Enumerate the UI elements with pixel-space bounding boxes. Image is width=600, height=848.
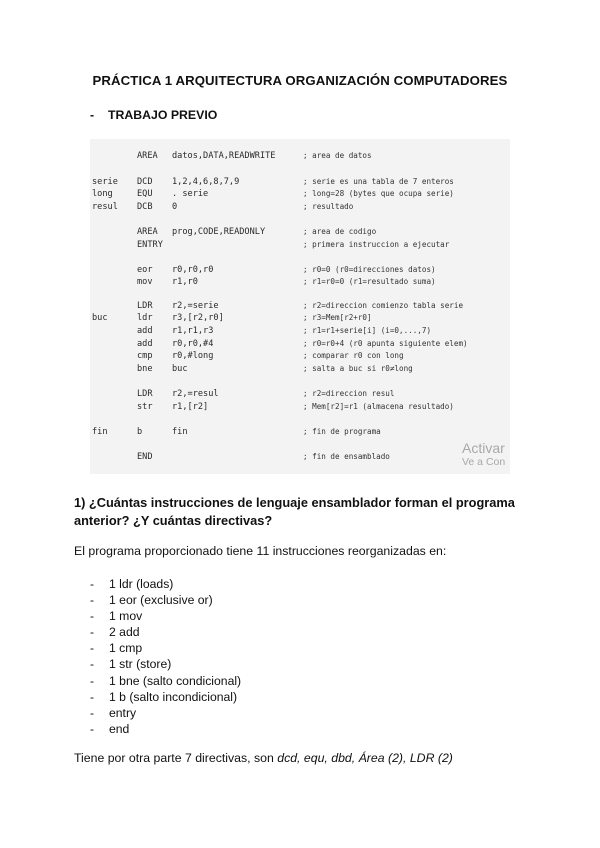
code-comment: ; serie es una tabla de 7 enteros	[303, 177, 454, 186]
list-item	[90, 608, 241, 624]
page-title: PRÁCTICA 1 ARQUITECTURA ORGANIZACIÓN COMPUTADORES	[92, 73, 508, 88]
code-operands: 1,2,4,6,8,7,9	[172, 177, 240, 187]
code-operands: r1,r1,r3	[172, 326, 214, 336]
directives-prefix: Tiene por otra parte 7 directivas, son	[74, 751, 278, 765]
code-comment: ; r2=direccion comienzo tabla serie	[303, 301, 464, 310]
code-line	[90, 151, 510, 163]
code-label: resul	[92, 202, 118, 212]
code-operands: prog,CODE,READONLY	[172, 227, 266, 237]
code-opcode: DCB	[137, 202, 153, 212]
code-listing	[90, 139, 510, 474]
list-item-text: entry	[109, 705, 137, 720]
list-item-text: 1 str (store)	[109, 657, 172, 672]
code-comment: ; r1=r0=0 (r1=resultado suma)	[303, 277, 436, 286]
directives-list: dcd, equ, dbd, Área (2), LDR (2)	[277, 751, 453, 765]
watermark-line-2: Ve a Con	[462, 456, 506, 468]
code-comment: ; r0=r0+4 (r0 apunta siguiente elem)	[303, 339, 468, 348]
code-opcode: DCD	[137, 177, 153, 187]
code-comment: ; area de datos	[303, 151, 372, 160]
code-opcode: AREA	[137, 227, 158, 237]
code-comment: ; area de codigo	[303, 227, 377, 236]
list-item	[90, 721, 241, 737]
code-line	[90, 427, 510, 439]
list-item-text: 1 eor (exclusive or)	[109, 593, 213, 608]
code-comment: ; r0=0 (r0=direcciones datos)	[303, 265, 436, 274]
list-item-text: 1 mov	[109, 609, 143, 624]
code-line	[90, 313, 510, 325]
list-item	[90, 576, 241, 592]
code-opcode: LDR	[137, 389, 153, 399]
code-line	[90, 326, 510, 338]
list-bullet: -	[90, 705, 95, 720]
code-comment: ; resultado	[303, 202, 354, 211]
list-bullet: -	[90, 673, 95, 688]
code-opcode: str	[137, 402, 153, 412]
list-bullet: -	[90, 609, 95, 624]
list-item-text: 1 cmp	[109, 641, 143, 656]
list-item	[90, 656, 241, 672]
code-operands: fin	[172, 427, 188, 437]
list-bullet: -	[90, 625, 95, 640]
code-comment: ; Mem[r2]=r1 (almacena resultado)	[303, 402, 454, 411]
code-opcode: END	[137, 452, 153, 462]
list-item-text: 1 ldr (loads)	[109, 577, 174, 591]
code-opcode: AREA	[137, 151, 158, 161]
answer-text: El programa proporcionado tiene 11 instrucciones reorganizadas en:	[74, 544, 447, 558]
list-item-text: 2 add	[109, 625, 140, 640]
code-comment: ; long=28 (bytes que ocupa serie)	[303, 189, 454, 198]
activation-watermark	[462, 440, 505, 469]
code-line	[90, 301, 510, 313]
list-bullet: -	[90, 641, 95, 656]
directives-summary	[74, 751, 453, 765]
list-item	[90, 624, 241, 640]
list-bullet: -	[90, 593, 95, 608]
code-operands: 0	[172, 202, 178, 212]
list-item-text: end	[109, 721, 130, 736]
code-comment: ; fin de ensamblado	[303, 452, 390, 461]
list-bullet: -	[90, 657, 95, 672]
code-line	[90, 227, 510, 239]
list-bullet: -	[90, 577, 95, 591]
list-item	[90, 640, 241, 656]
list-item-text: 1 b (salto incondicional)	[109, 689, 238, 704]
code-line	[90, 402, 510, 414]
code-comment: ; fin de programa	[303, 427, 381, 436]
code-label: fin	[92, 427, 108, 437]
code-operands: r2,=serie	[172, 301, 219, 311]
code-operands: r1,[r2]	[172, 402, 209, 412]
code-operands: r0,#long	[172, 351, 214, 361]
code-operands: datos,DATA,READWRITE	[172, 151, 276, 161]
code-operands: r2,=resul	[172, 389, 219, 399]
code-opcode: LDR	[137, 301, 153, 311]
code-line	[90, 240, 510, 252]
code-line	[90, 202, 510, 214]
code-opcode: mov	[137, 277, 153, 287]
code-operands: . serie	[172, 189, 209, 199]
code-comment: ; r2=direccion resul	[303, 389, 395, 398]
list-item	[90, 592, 241, 608]
code-opcode: add	[137, 326, 153, 336]
code-line	[90, 364, 510, 376]
code-comment: ; comparar r0 con long	[303, 351, 404, 360]
code-line	[90, 265, 510, 277]
code-line	[90, 351, 510, 363]
code-operands: r0,r0,r0	[172, 265, 214, 275]
code-label: long	[92, 189, 113, 199]
list-bullet: -	[90, 689, 95, 704]
code-operands: r1,r0	[172, 277, 198, 287]
code-opcode: EQU	[137, 189, 153, 199]
code-opcode: ldr	[137, 313, 153, 323]
code-line	[90, 189, 510, 201]
instruction-list	[90, 576, 241, 737]
code-comment: ; r3=Mem[r2+r0]	[303, 313, 372, 322]
watermark-line-1: Activar	[462, 440, 505, 456]
code-line	[90, 452, 510, 464]
list-item	[90, 673, 241, 689]
code-opcode: add	[137, 339, 153, 349]
code-line	[90, 177, 510, 189]
code-comment: ; r1=r1+serie[i] (i=0,...,7)	[303, 326, 432, 335]
section-heading	[90, 108, 217, 122]
code-line	[90, 277, 510, 289]
code-comment: ; primera instruccion a ejecutar	[303, 240, 450, 249]
code-opcode: cmp	[137, 351, 153, 361]
code-operands: r0,r0,#4	[172, 339, 214, 349]
code-line	[90, 389, 510, 401]
code-opcode: bne	[137, 364, 153, 374]
code-label: buc	[92, 313, 108, 323]
code-opcode: eor	[137, 265, 153, 275]
code-label: serie	[92, 177, 118, 187]
code-comment: ; salta a buc si r0≠long	[303, 364, 413, 373]
section-bullet: -	[90, 108, 95, 122]
code-opcode: ENTRY	[137, 240, 163, 250]
list-item	[90, 705, 241, 721]
code-operands: buc	[172, 364, 188, 374]
section-label: TRABAJO PREVIO	[108, 108, 218, 122]
code-line	[90, 339, 510, 351]
list-item	[90, 689, 241, 705]
question-1: 1) ¿Cuántas instrucciones de lenguaje ensamblador forman el programa anterior? ¿Y cuántas directivas?	[74, 495, 515, 528]
list-item-text: 1 bne (salto condicional)	[109, 673, 242, 688]
code-opcode: b	[137, 427, 143, 437]
code-operands: r3,[r2,r0]	[172, 313, 224, 323]
list-bullet: -	[90, 721, 95, 736]
